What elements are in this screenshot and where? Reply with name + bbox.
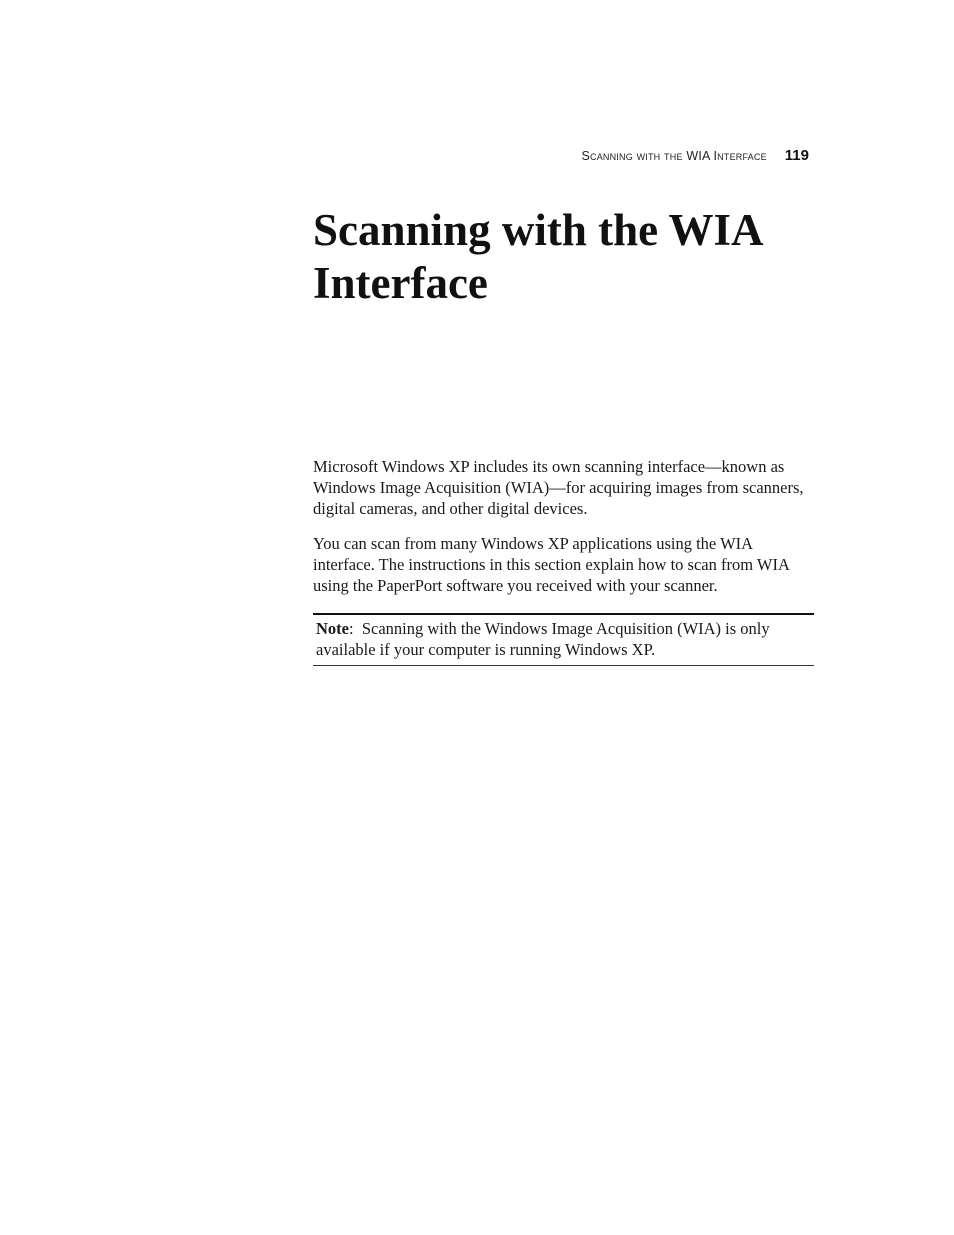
note-separator: : xyxy=(348,619,354,638)
chapter-title-line-1: Scanning with the WIA xyxy=(313,205,764,255)
chapter-title xyxy=(313,204,833,310)
note-label: Note xyxy=(316,619,349,638)
note-text: Scanning with the Windows Image Acquisition (WIA) is only available if your computer is running Windows XP. xyxy=(316,619,770,659)
page-number: 119 xyxy=(784,147,809,164)
running-header xyxy=(581,147,809,169)
instructions-paragraph: You can scan from many Windows XP applications using the WIA interface. The instructions in this section explain how to scan from WIA using the PaperPort software you received with your scanner. xyxy=(313,534,789,595)
chapter-title-line-2: Interface xyxy=(313,258,488,308)
intro-paragraph: Microsoft Windows XP includes its own scanning interface—known as Windows Image Acquisition (WIA)—for acquiring images from scanners, digital cameras, and other digital devices. xyxy=(313,457,804,518)
main-content xyxy=(313,456,814,666)
running-header-title: Scanning with the WIA Interface xyxy=(581,149,767,163)
note-box xyxy=(313,613,814,666)
